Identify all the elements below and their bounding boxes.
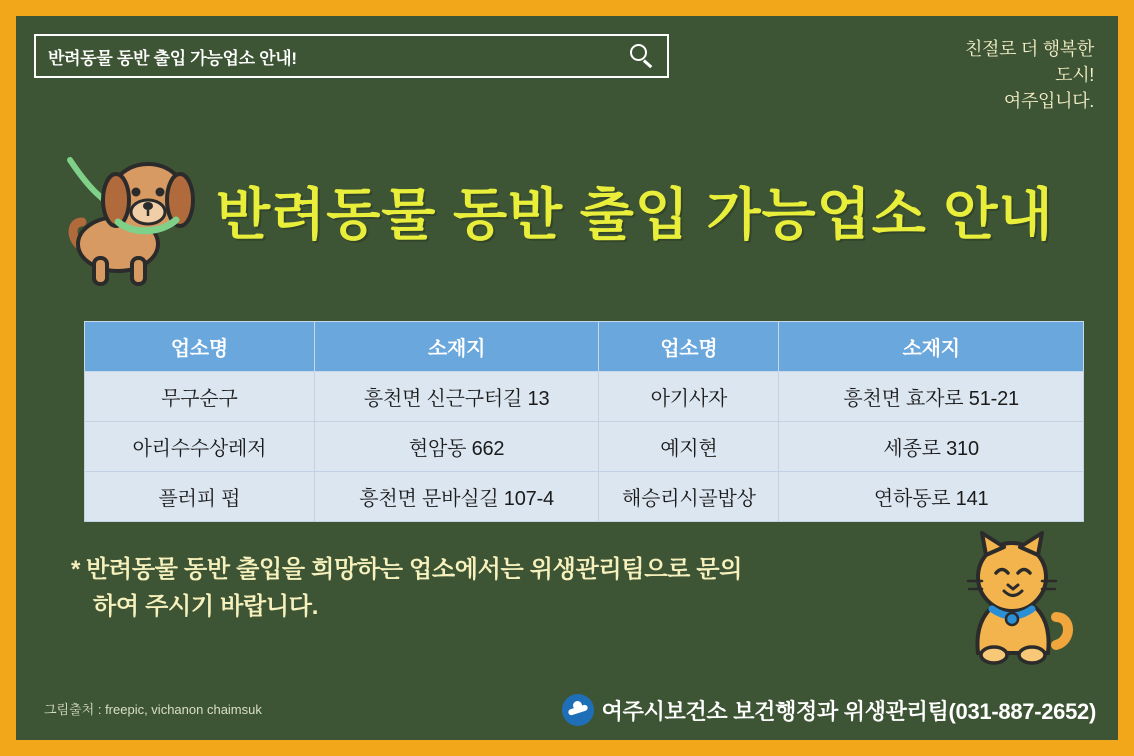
column-header-address-1: 소재지	[314, 322, 599, 372]
table-row	[85, 372, 1084, 422]
page-title: 반려동물 동반 출입 가능업소 안내	[216, 183, 1054, 246]
cell-shop-name: 아기사자	[599, 372, 779, 422]
note-marker: *	[71, 556, 81, 583]
search-bar[interactable]	[34, 34, 669, 78]
cell-shop-name: 아리수수상레저	[85, 422, 315, 472]
poster-inner	[16, 16, 1118, 740]
note-line-2: 하여 주시기 바랍니다.	[93, 593, 319, 621]
cell-shop-address: 흥천면 신근구터길 13	[314, 372, 599, 422]
column-header-name-1: 업소명	[85, 322, 315, 372]
title-row	[16, 126, 1118, 296]
cell-shop-address: 연하동로 141	[779, 472, 1084, 522]
footer-contact-text: 여주시보건소 보건행정과 위생관리팀(031-887-2652)	[601, 698, 1096, 724]
note-line-1: 반려동물 동반 출입을 희망하는 업소에서는 위생관리팀으로 문의	[86, 556, 743, 583]
search-icon[interactable]	[629, 43, 655, 69]
cell-shop-address: 세종로 310	[779, 422, 1084, 472]
cell-shop-name: 해승리시골밥상	[599, 472, 779, 522]
slogan	[965, 36, 1094, 114]
dog-illustration-icon	[56, 126, 206, 296]
cat-illustration-icon	[938, 525, 1078, 670]
table-row	[85, 472, 1084, 522]
table-row	[85, 422, 1084, 472]
search-input[interactable]: 반려동물 동반 출입 가능업소 안내!	[48, 48, 297, 68]
table-header-row	[85, 322, 1084, 372]
slogan-line-3: 여주입니다.	[1003, 91, 1094, 112]
image-credit: 그림출처 : freepic, vichanon chaimsuk	[44, 702, 262, 717]
cell-shop-address: 현암동 662	[314, 422, 599, 472]
cell-shop-name: 플러피 펍	[85, 472, 315, 522]
cell-shop-name: 무구순구	[85, 372, 315, 422]
slogan-line-2: 도시!	[1055, 65, 1094, 86]
cell-shop-name: 예지현	[599, 422, 779, 472]
column-header-address-2: 소재지	[779, 322, 1084, 372]
shops-table	[84, 321, 1084, 522]
note	[71, 551, 971, 625]
cell-shop-address: 흥천면 효자로 51-21	[779, 372, 1084, 422]
footer-contact	[562, 694, 1096, 726]
column-header-name-2: 업소명	[599, 322, 779, 372]
yeoju-health-center-logo-icon	[562, 694, 594, 726]
cell-shop-address: 흥천면 문바실길 107-4	[314, 472, 599, 522]
slogan-line-1: 친절로 더 행복한	[964, 39, 1094, 59]
